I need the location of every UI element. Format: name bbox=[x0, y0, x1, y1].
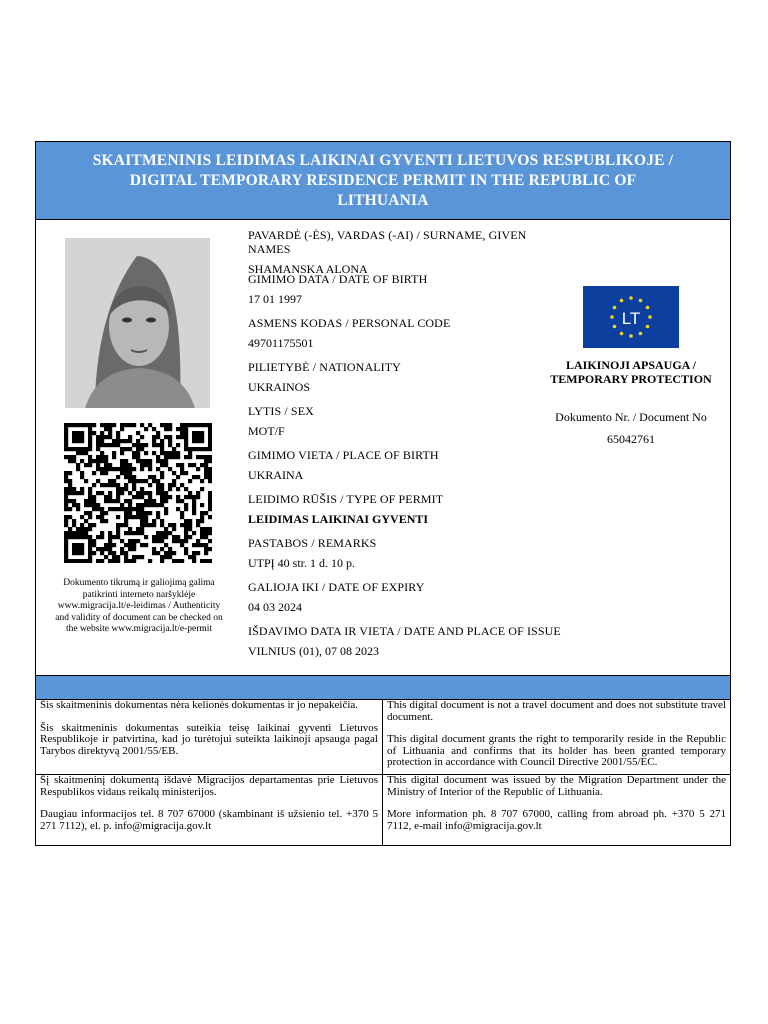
note-text: Šis skaitmeninis dokumentas nėra kelionės dokumentas ir jo nepakeičia. bbox=[40, 699, 359, 711]
field-label: GALIOJA IKI / DATE OF EXPIRY bbox=[248, 580, 425, 594]
document-number-label: Dokumento Nr. / Document No bbox=[555, 410, 707, 424]
flag-star bbox=[613, 306, 617, 310]
field-personal-code bbox=[248, 316, 568, 350]
field-value: 49701175501 bbox=[248, 336, 314, 350]
field-value: UKRAINA bbox=[248, 468, 304, 482]
flag-star bbox=[639, 332, 643, 336]
flag-star bbox=[629, 296, 633, 300]
note-text: This digital document is not a travel document and does not substitute travel document. bbox=[387, 699, 726, 723]
flag-star bbox=[648, 315, 652, 319]
protection-panel bbox=[536, 286, 726, 447]
notes-cell-lt bbox=[36, 774, 383, 846]
verify-line-5: the website www.migracija.lt/e-permit bbox=[65, 624, 213, 634]
permit-document bbox=[35, 141, 731, 846]
note-text: Šį skaitmeninį dokumentą išdavė Migracijos departamentas prie Lietuvos Respublikos vidaus reikalų ministerijos. bbox=[40, 774, 378, 798]
field-remarks bbox=[248, 536, 568, 570]
field-label: PASTABOS / REMARKS bbox=[248, 536, 377, 550]
field-date-of-birth bbox=[248, 272, 568, 306]
verify-line-2: patikrinti interneto naršyklėje bbox=[82, 589, 196, 600]
verify-line-4: and validity of document can be checked on bbox=[55, 612, 223, 623]
field-label: LYTIS / SEX bbox=[248, 404, 314, 418]
flag-star bbox=[646, 325, 650, 329]
document-number: 65042761 bbox=[607, 432, 655, 446]
note-text: Daugiau informacijos tel. 8 707 67000 (skambinant iš užsienio tel. +370 5 271 7112), el. p. info@migracija.gov.lt bbox=[40, 808, 378, 832]
protection-line-1: LAIKINOJI APSAUGA / bbox=[565, 358, 697, 372]
flag-star bbox=[629, 334, 633, 338]
field-sex bbox=[248, 404, 568, 438]
field-value: SHAMANSKA ALONA bbox=[248, 262, 368, 276]
section-divider-bar bbox=[36, 675, 730, 700]
notes-row bbox=[36, 774, 730, 846]
field-value: UKRAINOS bbox=[248, 380, 311, 394]
flag-star bbox=[620, 332, 624, 336]
protection-line-2: TEMPORARY PROTECTION bbox=[550, 372, 712, 386]
field-label: PAVARDĖ (-ĖS), VARDAS (-AI) / SURNAME, GIVEN NAMES bbox=[248, 228, 527, 256]
field-label: GIMIMO DATA / DATE OF BIRTH bbox=[248, 272, 428, 286]
notes-row bbox=[36, 700, 730, 774]
field-label: LEIDIMO RŪŠIS / TYPE OF PERMIT bbox=[248, 492, 444, 506]
field-type-of-permit bbox=[248, 492, 568, 526]
field-name bbox=[248, 228, 568, 276]
holder-fields bbox=[248, 228, 568, 668]
verify-line-1: Dokumento tikrumą ir galiojimą galima bbox=[63, 578, 215, 588]
note-text: More information ph. 8 707 67000, calling from abroad ph. +370 5 271 7112, e-mail info@migracija.gov.lt bbox=[387, 808, 726, 832]
note-text: This digital document was issued by the Migration Department under the Ministry of Interior of the Republic of Lithuania. bbox=[387, 774, 726, 798]
flag-star bbox=[613, 325, 617, 329]
field-value: UTPĮ 40 str. 1 d. 10 p. bbox=[248, 556, 356, 570]
permit-header bbox=[36, 142, 730, 220]
flag-country-code: LT bbox=[621, 309, 641, 328]
field-value: VILNIUS (01), 07 08 2023 bbox=[248, 644, 379, 658]
eu-flag-icon bbox=[583, 286, 679, 348]
header-line-1: SKAITMENINIS LEIDIMAS LAIKINAI GYVENTI LIETUVOS RESPUBLIKOJE / bbox=[92, 151, 674, 169]
field-value: 04 03 2024 bbox=[248, 600, 302, 614]
protection-title bbox=[536, 358, 726, 386]
note-text: This digital document grants the right to temporarily reside in the Republic of Lithuania and confirms that its holder has been granted temporary protection in accordance with Council Directive 2001/55/EC. bbox=[387, 733, 726, 768]
verification-note bbox=[44, 578, 234, 636]
field-label: IŠDAVIMO DATA IR VIETA / DATE AND PLACE OF ISSUE bbox=[248, 624, 561, 638]
field-value: 17 01 1997 bbox=[248, 292, 302, 306]
holder-photo bbox=[65, 238, 210, 408]
field-label: PILIETYBĖ / NATIONALITY bbox=[248, 360, 401, 374]
notes-cell-lt bbox=[36, 700, 383, 774]
notes-cell-en bbox=[383, 774, 730, 846]
field-value: LEIDIMAS LAIKINAI GYVENTI bbox=[248, 512, 429, 526]
flag-star bbox=[646, 306, 650, 310]
flag-star bbox=[620, 299, 624, 303]
note-text: Šis skaitmeninis dokumentas suteikia teisę laikinai gyventi Lietuvos Respublikoje ir patvirtina, kad jo turėtojui suteikta laikinoji apsauga pagal Tarybos direktyvą 2001/55/EB. bbox=[40, 721, 378, 757]
header-line-3: LITHUANIA bbox=[337, 191, 429, 209]
flag-star bbox=[610, 315, 614, 319]
qr-code bbox=[64, 423, 212, 563]
field-nationality bbox=[248, 360, 568, 394]
field-value: MOT/F bbox=[248, 424, 285, 438]
flag-star bbox=[639, 299, 643, 303]
notes-table bbox=[36, 700, 730, 846]
notes-cell-en bbox=[383, 700, 730, 774]
field-label: GIMIMO VIETA / PLACE OF BIRTH bbox=[248, 448, 439, 462]
field-place-of-birth bbox=[248, 448, 568, 482]
verify-line-3: www.migracija.lt/e-leidimas / Authenticity bbox=[57, 601, 221, 611]
field-label: ASMENS KODAS / PERSONAL CODE bbox=[248, 316, 451, 330]
header-line-2: DIGITAL TEMPORARY RESIDENCE PERMIT IN THE REPUBLIC OF bbox=[129, 171, 637, 189]
field-date-of-expiry bbox=[248, 580, 568, 614]
field-date-place-of-issue bbox=[248, 624, 568, 658]
